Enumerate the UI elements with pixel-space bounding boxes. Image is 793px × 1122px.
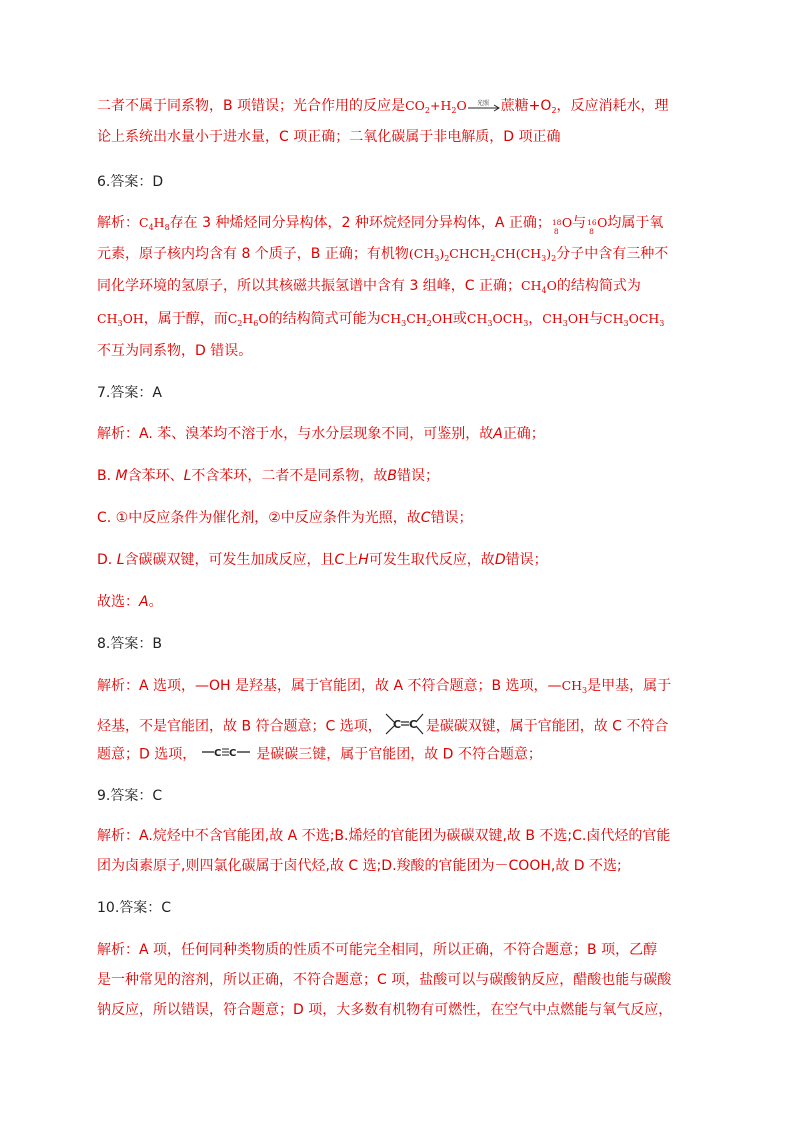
q9-line-2: 团为卤素原子,则四氯化碳属于卤代烃,故 C 选;D.羧酸的官能团为－COOH,故 D 不选; [97,858,622,874]
q10-line-2: 是一种常见的溶剂，所以正确，不符合题意；C 项，盐酸可以与碳酸钠反应，醋酸也能与碳酸 [97,972,672,988]
svg-text:C: C [408,718,417,731]
formula-ch3oh: $CH_3OH$ [97,311,144,328]
svg-text:C: C [229,748,237,759]
formula-co2: $CO_2+H_2O$ [405,98,467,115]
svg-text:C: C [214,748,222,759]
q9-line-1: 解析：A.烷烃中不含官能团,故 A 不选;B.烯烃的官能团为碳碳双键,故 B 不选;C.卤代烃的官能 [97,828,671,844]
q7-line-3: C. ①中反应条件为催化剂，②中反应条件为光照，故C错误； [97,510,473,526]
svg-text:光照: 光照 [476,100,489,107]
formula-ch3oh-2: $CH_3OH$ [542,311,590,328]
q6-line-4: $CH_3OH$，属于醇，而$C_2H_6O$的结构简式可能为$CH_3CH_2OH$或$CH_3OCH_3$，$CH_3OH$与$CH_3OCH_3$ [97,311,665,328]
q6-line-3: 同化学环境的氢原子，所以其核磁共振氢谱中含有 3 组峰，C 正确；$CH_4O$的结构简式为 [97,278,641,295]
q10-answer: 10.答案：C [97,900,172,916]
q8-answer: 8.答案：B [97,636,162,652]
svg-text:C: C [392,718,401,731]
q6-line-1: 解析：$C_4H_8$存在 3 种烯烃同分异构体，2 种环烷烃同分异构体，A 正确； 18 8 O与 16 8 O均属于氧 [97,215,664,236]
q10-line-1: 解析：A 项，任何同种类物质的性质不可能完全相同，所以正确，不符合题意；B 项，乙醇 [97,942,658,958]
q9-answer: 9.答案：C [97,788,163,804]
q7-line-1: 解析：A. 苯、溴苯均不溶于水，与水分层现象不同，可鉴别，故A正确； [97,426,545,442]
q5-line-2: 论上系统出水量小于进水量，C 项正确；二氧化碳属于非电解质，D 项正确 [97,129,561,145]
q7-line-2: B. M含苯环、L不含苯环，二者不是同系物，故B错误； [97,468,440,484]
text: 蔗糖+O [500,98,552,114]
formula-isopentane: $(CH_3)_2CHCH_2CH(CH_3)_2$ [408,246,557,263]
formula-c4h8: $C_4H_8$ [139,215,170,232]
isotope-o18: 18 8 [551,218,562,236]
formula-ch3: $CH_3$ [561,678,588,695]
double-bond-structure-icon [382,711,426,742]
q6-line-2: 元素，原子核内均含有 8 个质子，B 正确；有机物$(CH_3)_2CHCH_2CH(CH_3)_2$分子中含有三种不 [97,246,669,263]
q7-line-4: D. L含碳碳双键，可发生加成反应，且C上H可发生取代反应，故D错误； [97,552,548,568]
q8-line-1: 解析：A 选项，—OH 是羟基，属于官能团，故 A 不符合题意；B 选项，$—CH_3$是甲基，属于 [97,678,672,695]
q5-line-1: 二者不属于同系物，B 项错误；光合作用的反应是$CO_2+H_2O$ 光照 蔗糖$+O_2$，反应消耗水，理 [97,98,669,115]
formula-ethanol: $CH_3CH_2OH$ [380,311,453,328]
q6-answer: 6.答案：D [97,174,164,190]
isotope-o16: 16 8 [587,218,597,236]
q7-answer: 7.答案：A [97,385,162,401]
q7-line-5: 故选：A。 [97,594,163,610]
q10-line-3: 钠反应，所以错误，符合题意；D 项，大多数有机物有可燃性，在空气中点燃能与氧气反应， [97,1002,673,1018]
formula-dimethyl-ether: $CH_3OCH_3$ [466,311,529,328]
formula-c2h6o: $C_2H_6O$ [227,311,269,328]
q6-line-5: 不互为同系物，D 错误。 [97,343,253,359]
triple-bond-structure-icon [196,745,256,764]
formula-ch4o: $CH_4O$ [521,278,557,295]
reaction-arrow-icon [467,99,501,113]
q8-line-2: 烃基，不是官能团，故 B 符合题意；C 选项， C C 是碳碳双键，属于官能团，故 C 不符合 [97,711,668,742]
text: 二者不属于同系物，B 项错误；光合作用的反应是 [97,98,406,114]
q8-line-3: 题意；D 选项， C C 是碳碳三键，属于官能团，故 D 不符合题意； [97,746,542,763]
text: ，反应消耗水，理 [556,98,669,114]
formula-dimethyl-ether-2: $CH_3OCH_3$ [603,311,665,328]
